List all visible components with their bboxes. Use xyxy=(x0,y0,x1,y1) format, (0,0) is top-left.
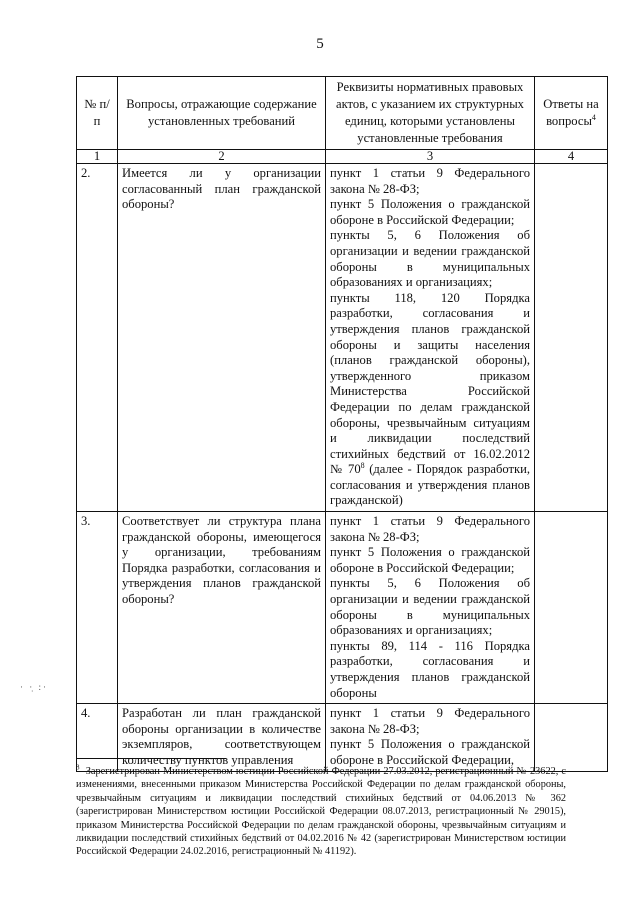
requisite-item: пункты 89, 114 - 116 Порядка разработки, согласования и утверждения планов гражданской обороны xyxy=(330,638,530,700)
table-row xyxy=(77,512,608,704)
requisite-item xyxy=(330,291,530,509)
header-requisites: Реквизиты нормативных правовых актов, с указанием их структурных единиц, которыми установлены установленные требования xyxy=(326,77,535,150)
row-requisites xyxy=(326,704,535,771)
requisite-item: пункт 1 статьи 9 Федерального закона № 28-ФЗ; xyxy=(330,166,530,196)
column-number: 3 xyxy=(326,150,535,164)
row-question: Имеется ли у организации согласованный план гражданской обороны? xyxy=(118,164,326,512)
scan-margin-mark: · ·̣ :· xyxy=(20,682,48,692)
table-header-row xyxy=(77,77,608,150)
table-row xyxy=(77,704,608,771)
row-question: Разработан ли план гражданской обороны организации в количестве экземпляров, соответствующем количеству пунктов управления xyxy=(118,704,326,771)
header-questions: Вопросы, отражающие содержание установленных требований xyxy=(118,77,326,150)
header-answers xyxy=(535,77,608,150)
row-answer[interactable] xyxy=(535,704,608,771)
requisite-item: пункт 1 статьи 9 Федерального закона № 28-ФЗ; xyxy=(330,706,530,736)
column-number: 1 xyxy=(77,150,118,164)
footnote-marker: 8 xyxy=(360,461,365,471)
row-question: Соответствует ли структура плана гражданской обороны, имеющегося у организации, требованиям Порядка разработки, согласования и утверждения планов гражданской обороны? xyxy=(118,512,326,704)
row-number: 4. xyxy=(77,704,118,771)
requirements-table xyxy=(76,76,608,772)
requisite-text: пункты 118, 120 Порядка разработки, согласования и утверждения планов гражданской обороны и защиты населения (планов гражданской обороны), утвержденного приказом Министерства Российской Федерации по делам гражданской обороны, чрезвычайным ситуациям и ликвидации последствий стихийных бедствий от 16.02.2012 № 70 xyxy=(330,290,530,477)
footnote-divider xyxy=(76,758,226,759)
footnote xyxy=(76,765,566,859)
row-requisites xyxy=(326,512,535,704)
requisite-item: пункты 5, 6 Положения об организации и ведении гражданской обороны в муниципальных образованиях и организациях; xyxy=(330,228,530,290)
header-answers-footnote: 4 xyxy=(591,112,596,122)
row-answer[interactable] xyxy=(535,164,608,512)
requisite-item: пункты 5, 6 Положения об организации и ведении гражданской обороны в муниципальных образованиях и организациях; xyxy=(330,576,530,638)
page-number: 5 xyxy=(316,36,324,52)
requisite-item: пункт 1 статьи 9 Федерального закона № 28-ФЗ; xyxy=(330,514,530,544)
requisite-item: пункт 5 Положения о гражданской обороне в Российской Федерации; xyxy=(330,545,530,575)
header-answers-label: Ответы на вопросы xyxy=(543,97,599,128)
row-answer[interactable] xyxy=(535,512,608,704)
requisite-text-tail: (далее - Порядок разработки, согласования и утверждения планов гражданской) xyxy=(330,462,530,508)
footnote-text: Зарегистрирован Министерством юстиции Российской Федерации 27.03.2012, регистрационный № 23622, с изменениями, внесенными приказом Министерства Российской Федерации по делам гражданской обороны, чрезвычайным ситуациям и ликвидации последствий стихийных бедствий от 04.06.2013 № 362 (зарегистрирован Министерством юстиции Российской Федерации 08.07.2013, регистрационный № 29015), приказом Министерства Российской Федерации по делам гражданской обороны, чрезвычайным ситуациям и ликвидации последствий стихийных бедствий от 04.02.2016 № 42 (зарегистрирован Министерством юстиции Российской Федерации 24.02.2016, регистрационный № 41192). xyxy=(76,766,566,858)
table-row xyxy=(77,164,608,512)
footnote-number: 8 xyxy=(76,763,80,772)
column-number: 2 xyxy=(118,150,326,164)
header-num: № п/п xyxy=(77,77,118,150)
requisite-item: пункт 5 Положения о гражданской обороне в Российской Федерации; xyxy=(330,197,530,227)
requisite-item: пункт 5 Положения о гражданской обороне в Российской Федерации, xyxy=(330,737,530,767)
row-number: 3. xyxy=(77,512,118,704)
column-number: 4 xyxy=(535,150,608,164)
column-number-row xyxy=(77,150,608,164)
row-requisites xyxy=(326,164,535,512)
row-number: 2. xyxy=(77,164,118,512)
